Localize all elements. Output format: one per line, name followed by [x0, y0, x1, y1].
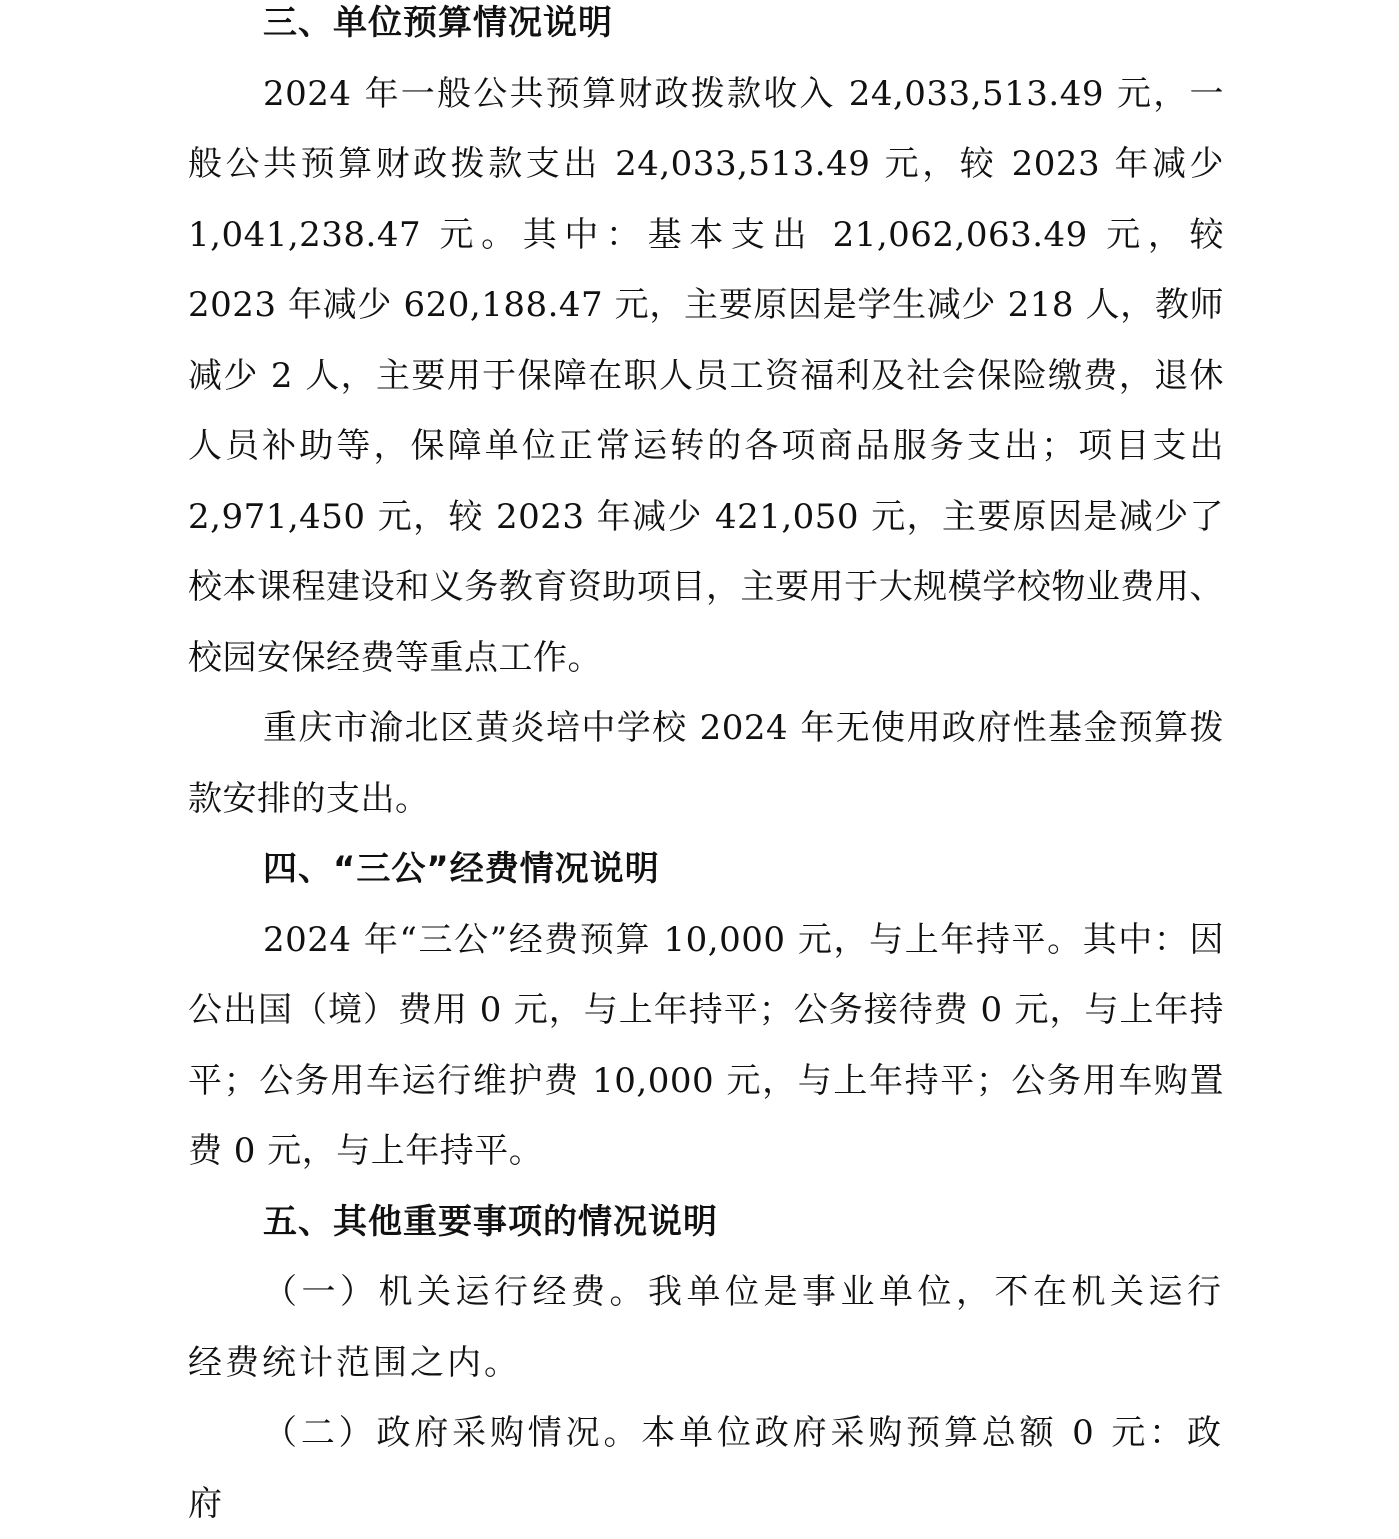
paragraph-operating-expenses: （一）机关运行经费。我单位是事业单位，不在机关运行经费统计范围之内。 — [188, 1272, 1224, 1383]
paragraph-government-fund: 重庆市渝北区黄炎培中学校 2024 年无使用政府性基金预算拨款安排的支出。 — [188, 708, 1224, 819]
paragraph-government-procurement: （二）政府采购情况。本单位政府采购预算总额 0 元：政府 — [188, 1413, 1224, 1524]
section-heading-three-public-expenses: 四、“三公”经费情况说明 — [263, 849, 660, 889]
document-body — [188, 0, 1224, 1539]
paragraph-budget-detail: 2024 年一般公共预算财政拨款收入 24,033,513.49 元，一般公共预算财政拨款支出 24,033,513.49 元，较 2023 年减少 1,041,238.47 元。其中：基本支出 21,062,063.49 元，较 2023 年减少 620,188.47 元，主要原因是学生减少 218 人，教师减少 2 人，主要用于保障在职人员工资福利及社会保险缴费，退休人员补助等，保障单位正常运转的各项商品服务支出；项目支出 2,971,450 元，较 2023 年减少 421,050 元，主要原因是减少了校本课程建设和义务教育资助项目，主要用于大规模学校物业费用、校园安保经费等重点工作。 — [188, 73, 1224, 678]
paragraph-three-public-expenses: 2024 年“三公”经费预算 10,000 元，与上年持平。其中：因公出国（境）费用 0 元，与上年持平；公务接待费 0 元，与上年持平；公务用车运行维护费 10,000 元，与上年持平；公务用车购置费 0 元，与上年持平。 — [188, 919, 1224, 1171]
section-heading-unit-budget: 三、单位预算情况说明 — [263, 3, 613, 43]
section-heading-other-matters: 五、其他重要事项的情况说明 — [263, 1201, 718, 1242]
